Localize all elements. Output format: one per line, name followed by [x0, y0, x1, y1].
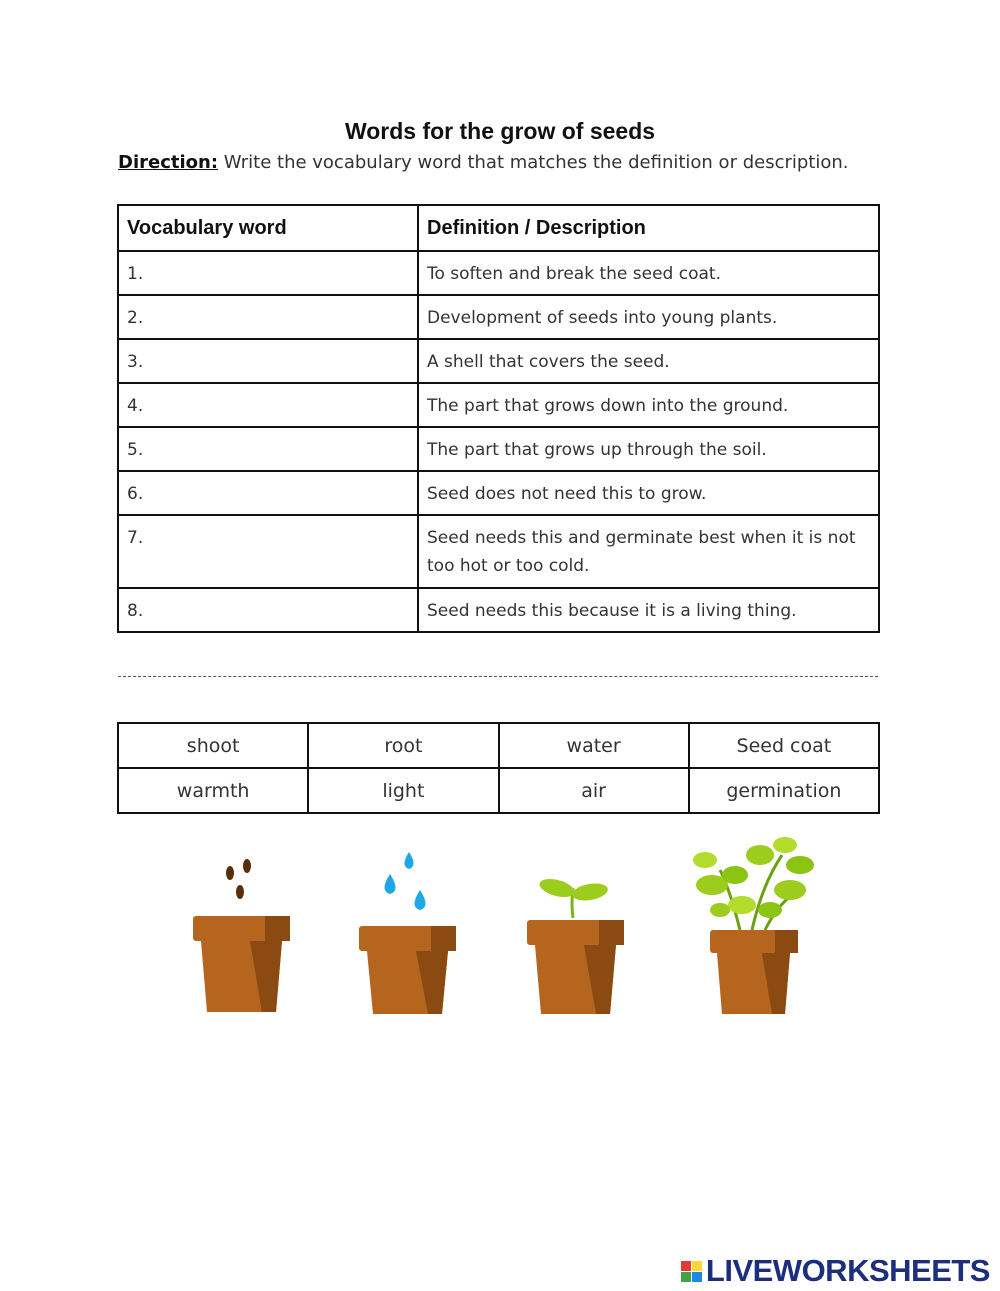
vocabulary-table [117, 204, 880, 633]
answer-cell-1[interactable]: 1. [118, 251, 418, 295]
answer-cell-6[interactable]: 6. [118, 471, 418, 515]
logo-text: LIVEWORKSHEETS [705, 1253, 990, 1288]
table-row [118, 471, 879, 515]
word-bank [117, 722, 880, 814]
header-definition: Definition / Description [418, 205, 879, 251]
answer-cell-8[interactable]: 8. [118, 588, 418, 632]
table-header-row [118, 205, 879, 251]
word-bank-item: Seed coat [689, 723, 879, 768]
plant-growth-illustration [0, 830, 1000, 1030]
table-row [118, 427, 879, 471]
word-bank-item: germination [689, 768, 879, 813]
word-bank-item: warmth [118, 768, 308, 813]
word-bank-row [118, 768, 879, 813]
liveworksheets-logo [681, 1253, 990, 1289]
definition-cell: Seed needs this and germinate best when it is not too hot or too cold. [418, 515, 879, 588]
answer-cell-2[interactable]: 2. [118, 295, 418, 339]
direction-line [118, 152, 849, 173]
word-bank-item: air [499, 768, 689, 813]
answer-cell-3[interactable]: 3. [118, 339, 418, 383]
definition-cell: Seed does not need this to grow. [418, 471, 879, 515]
definition-cell: To soften and break the seed coat. [418, 251, 879, 295]
table-row [118, 339, 879, 383]
direction-label: Direction: [118, 152, 219, 173]
word-bank-item: shoot [118, 723, 308, 768]
table-row [118, 588, 879, 632]
answer-cell-5[interactable]: 5. [118, 427, 418, 471]
definition-cell: A shell that covers the seed. [418, 339, 879, 383]
answer-cell-4[interactable]: 4. [118, 383, 418, 427]
pot-with-plant-image [693, 837, 814, 1014]
pot-with-water-drops-image [359, 852, 456, 1014]
definition-cell: The part that grows up through the soil. [418, 427, 879, 471]
pot-with-seeds-image [193, 859, 290, 1012]
definition-cell: The part that grows down into the ground. [418, 383, 879, 427]
logo-blocks-icon [681, 1261, 702, 1282]
pot-with-sprout-image [527, 876, 624, 1014]
word-bank-item: light [308, 768, 498, 813]
table-row [118, 295, 879, 339]
table-row [118, 515, 879, 588]
header-vocabulary-word: Vocabulary word [118, 205, 418, 251]
table-row [118, 251, 879, 295]
word-bank-item: root [308, 723, 498, 768]
definition-cell: Development of seeds into young plants. [418, 295, 879, 339]
answer-cell-7[interactable]: 7. [118, 515, 418, 588]
page-title: Words for the grow of seeds [344, 118, 656, 144]
direction-text: Write the vocabulary word that matches the definition or description. [223, 152, 849, 173]
table-row [118, 383, 879, 427]
word-bank-row [118, 723, 879, 768]
definition-cell: Seed needs this because it is a living thing. [418, 588, 879, 632]
word-bank-item: water [499, 723, 689, 768]
dashed-divider [118, 676, 878, 677]
